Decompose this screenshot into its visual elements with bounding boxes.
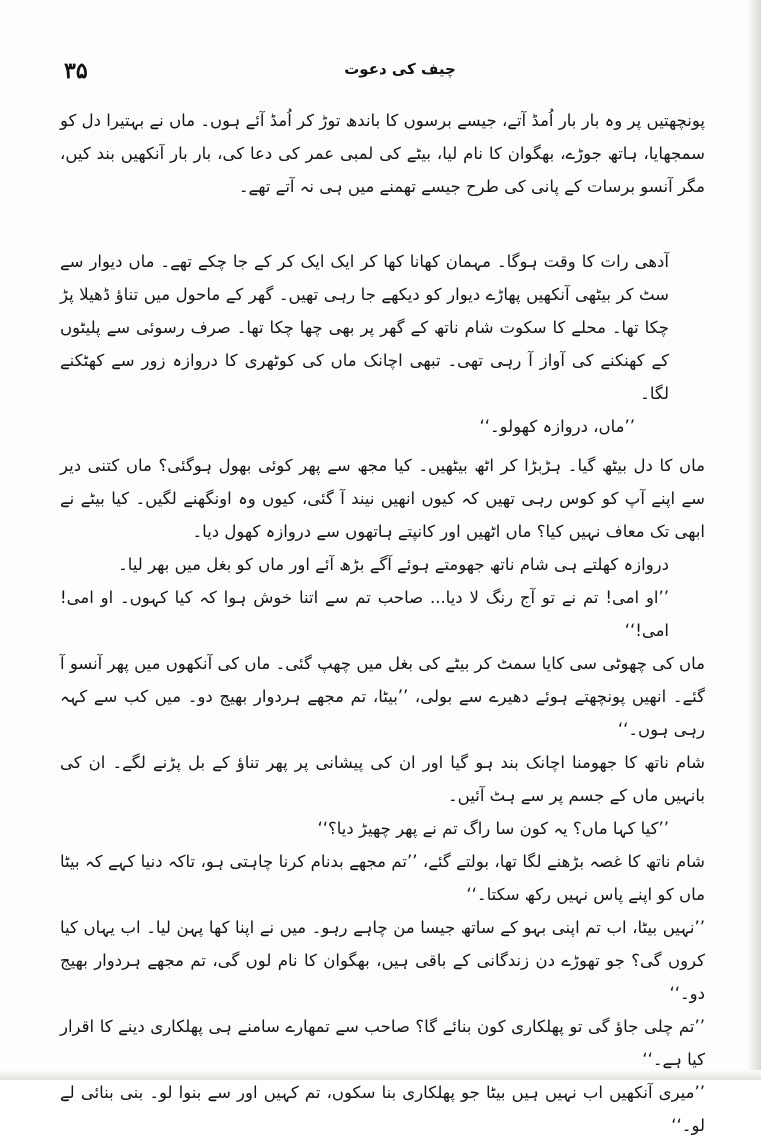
running-title: چیف کی دعوت	[344, 60, 456, 78]
page-header	[0, 58, 761, 92]
dialogue-line: ’’او امی! تم نے تو آج رنگ لا دیا... صاحب تم سے اتنا خوش ہوا کہ کیا کہوں۔ او امی! امی!‘‘	[60, 588, 669, 640]
dialogue-line: ’’نہیں بیٹا، اب تم اپنی بہو کے ساتھ جیسا من چاہے رہو۔ میں نے اپنا کھا پہن لیا۔ اب یہاں کیا کروں گی؟ جو تھوڑے دن زندگانی کے باقی ہیں، بھگوان کا نام لوں گی، تم مجھے ہردوار بھیج دو۔‘‘	[60, 918, 705, 1003]
paragraph: ماں کی چھوٹی سی کایا سمٹ کر بیٹے کی بغل میں چھپ گئی۔ ماں کی آنکھوں میں پھر آنسو آ گئے۔ انھیں پونچھتے ہوئے دھیرے سے بولی، ’’بیٹا، تم مجھے ہردوار بھیج دو۔ میں کب سے کہہ رہی ہوں۔‘‘	[60, 654, 705, 739]
paragraph: شام ناتھ کا جھومنا اچانک بند ہو گیا اور ان کی پیشانی پر پھر تناؤ کے بل پڑنے لگے۔ ان کی بانہیں ماں کے جسم پر سے ہٹ آئیں۔	[60, 753, 705, 805]
dialogue-line: ’’میری آنکھیں اب نہیں ہیں بیٹا جو پھلکاری بنا سکوں، تم کہیں اور سے بنوا لو۔ بنی بنائی لے لو۔‘‘	[60, 1083, 705, 1135]
dialogue-line: ’’ماں، دروازہ کھولو۔‘‘	[479, 417, 635, 436]
paragraph: شام ناتھ کا غصہ بڑھنے لگا تھا، بولتے گئے، ’’تم مجھے بدنام کرنا چاہتی ہو، تاکہ دنیا کہے کہ بیٹا ماں کو اپنے پاس نہیں رکھ سکتا۔‘‘	[60, 852, 705, 904]
paragraph: آدھی رات کا وقت ہوگا۔ مہمان کھانا کھا کر ایک ایک کر کے جا چکے تھے۔ ماں دیوار سے سٹ کر بیٹھی آنکھیں پھاڑے دیوار کو دیکھے جا رہی تھیں۔ گھر کے ماحول میں تناؤ ڈھیلا پڑ چکا تھا۔ محلے کا سکوت شام ناتھ کے گھر پر بھی چھا چکا تھا۔ صرف رسوئی سے پلیٹوں کے کھنکنے کی آواز آ رہی تھی۔ تبھی اچانک ماں کی کوٹھری کا دروازہ زور سے کھٹکنے لگا۔	[60, 252, 669, 403]
dialogue-line: ’’تم چلی جاؤ گی تو پھلکاری کون بنائے گا؟ صاحب سے تمھارے سامنے ہی پھلکاری دینے کا اقرار کیا ہے۔‘‘	[60, 1017, 705, 1069]
story-text	[60, 104, 705, 1142]
page-number: ۳۵	[64, 58, 88, 84]
dialogue-line: ’’کیا کہا ماں؟ یہ کون سا راگ تم نے پھر چھیڑ دیا؟‘‘	[317, 819, 669, 838]
scan-edge-shadow	[747, 0, 761, 1080]
paragraph: پونچھتیں پر وہ بار بار اُمڈ آتے، جیسے برسوں کا باندھ توڑ کر اُمڈ آئے ہوں۔ ماں نے بہتیرا دل کو سمجھایا، ہاتھ جوڑے، بھگوان کا نام لیا، بیٹے کی لمبی عمر کی دعا کی، بار بار آنکھیں بند کیں، مگر آنسو برسات کے پانی کی طرح جیسے تھمنے میں ہی نہ آتے تھے۔	[60, 111, 705, 196]
paragraph: ماں کا دل بیٹھ گیا۔ ہڑبڑا کر اٹھ بیٹھیں۔ کیا مجھ سے پھر کوئی بھول ہوگئی؟ ماں کتنی دیر سے اپنے آپ کو کوس رہی تھیں کہ کیوں انھیں نیند آ گئی، کیوں وہ اونگھنے لگیں۔ کیا بیٹے نے ابھی تک معاف نہیں کیا؟ ماں اٹھیں اور کانپتے ہاتھوں سے دروازہ کھول دیا۔	[60, 456, 705, 541]
section-break	[60, 203, 705, 245]
paragraph: دروازہ کھلتے ہی شام ناتھ جھومتے ہوئے آگے بڑھ آئے اور ماں کو بغل میں بھر لیا۔	[118, 555, 669, 574]
